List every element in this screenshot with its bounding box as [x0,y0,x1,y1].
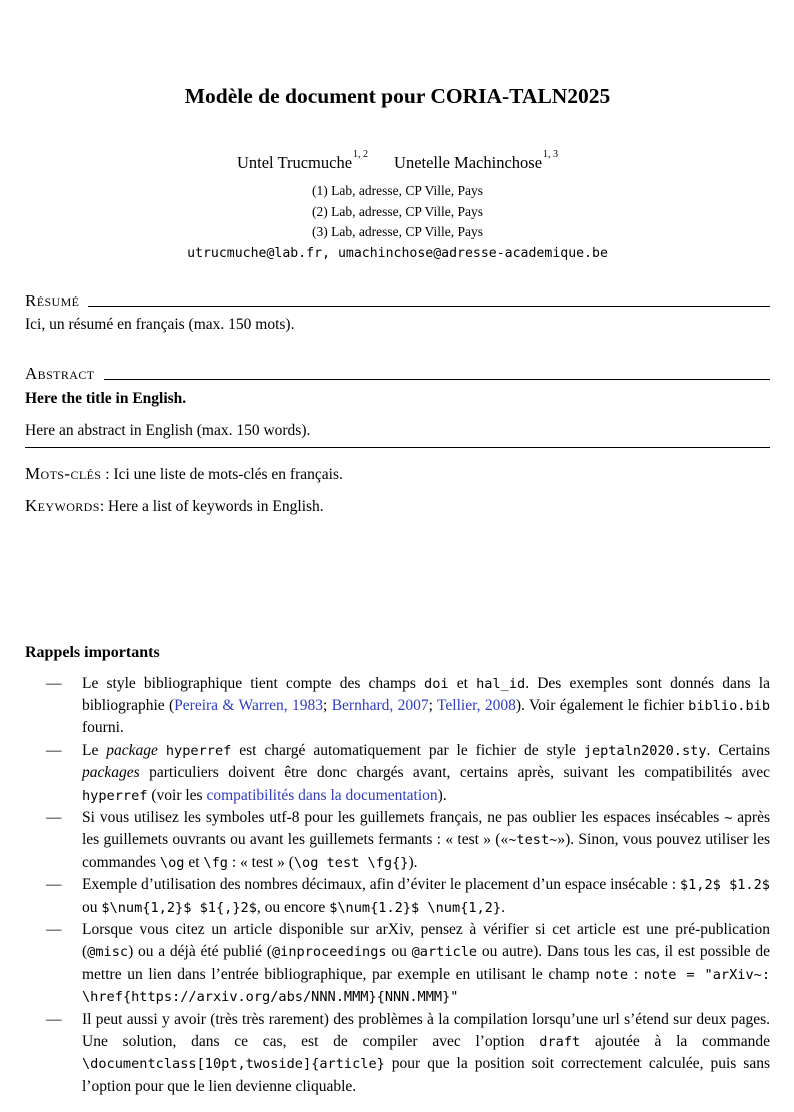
code-text: \documentclass[10pt,twoside]{article} [82,1056,385,1073]
body-text: ou autre). Dans tous les cas, il est possible de mettre un lien dans l’entrée bibliographique, par exemple en utilisant le champ [82,943,771,983]
code-text: hyperref [165,742,232,759]
body-text: ). Voir également le fichier [515,696,689,714]
resume-rule [88,306,770,307]
abstract-section-header [25,364,770,384]
body-text: . Certains [706,741,770,759]
code-text: \fg [203,854,228,871]
list-item [25,740,770,807]
body-text: Le style bibliographique tient compte des champs [82,674,425,692]
affiliation-line-2: (2) Lab, adresse, CP Ville, Pays [312,203,483,219]
body-text: et [448,674,477,692]
resume-section-header [25,291,770,311]
code-text: \og [159,854,185,871]
code-text: $\num{1.2}$ \num{1,2} [329,899,502,916]
keywords-text: Here a list of keywords in English. [108,497,324,515]
list-item [25,807,770,874]
body-text: Lorsque vous citez un article disponible sur arXiv, pensez à vérifier si cet article est une pré-publication ( [82,920,770,961]
affiliation-line-1: (1) Lab, adresse, CP Ville, Pays [312,183,483,198]
body-text: est chargé automatiquement par le fichier de style [231,741,584,759]
citation-link[interactable]: Tellier, 2008 [437,696,516,714]
list-bullet-dash: — [46,876,62,894]
doc-link[interactable]: compatibilités dans la documentation [206,786,438,804]
code-text: ~test~ [508,832,558,849]
body-text: : [628,965,644,983]
author-emails[interactable]: utrucmuche@lab.fr, umachinchose@adresse-academique.be [187,245,608,261]
abstract-text: Here an abstract in English (max. 150 words). [25,422,770,448]
body-text: ou [82,898,102,916]
affiliation-line-3: (3) Lab, adresse, CP Ville, Pays [312,224,483,239]
list-bullet-dash: — [46,1010,62,1028]
body-text: fourni. [82,719,124,737]
code-text: \og test \fg{} [293,854,409,871]
affiliations-block [25,181,770,243]
motscles-text: Ici une liste de mots-clés en français. [113,465,343,483]
code-text: @inproceedings [271,944,387,961]
code-text: note = "arXiv~: \href{https://arxiv.org/abs/NNN.MMM}{NNN.MMM}" [82,966,771,1006]
abstract-rule [104,379,771,380]
abstract-label: Abstract [25,363,95,383]
list-bullet-dash: — [46,808,62,826]
emphasis-text: package [106,741,158,759]
body-text: ; [428,696,438,714]
body-text: ajoutée à la commande [580,1033,770,1050]
list-bullet-dash: — [46,741,62,759]
list-item [25,673,770,740]
motscles-label: Mots-clés [25,463,102,483]
author-2-affiliation-sup: 1, 3 [543,149,559,160]
keywords-separator: : [99,497,108,515]
body-text: Exemple d’utilisation des nombres décimaux, afin d’éviter le placement d’un espace insécable : [82,876,680,894]
body-text: ). [437,786,447,804]
code-text: note [595,966,629,983]
resume-text: Ici, un résumé en français (max. 150 mots). [25,315,295,333]
code-text: doi [424,675,449,692]
body-text: , ou encore [256,898,330,916]
body-text: Si vous utilisez les symboles utf-8 pour les guillemets français, ne pas oublier les espaces insécables [82,808,725,826]
citation-link[interactable]: Pereira & Warren, 1983 [174,696,324,714]
keywords-label: Keywords [25,495,100,515]
body-text: (voir les [147,786,207,804]
list-bullet-dash: — [46,674,62,692]
code-text: @misc [87,944,129,961]
code-text: $\num{1,2}$ $1{,}2$ [101,899,257,916]
code-text: draft [539,1034,581,1050]
author-2-name: Unetelle Machinchose [394,153,543,172]
body-text: ) ou a déjà été publié ( [128,943,272,961]
body-text: Il peut aussi y avoir (très très rarement) des problèmes à la compilation lorsqu’une url s’étend sur deux pages. Une solution, dans ce cas, est de compiler avec l’option [82,1010,770,1050]
body-text: après les guillemets ouvrants ou avant les guillemets fermants : « test » (« [82,808,770,849]
abstract-english-title: Here the title in English. [25,389,187,407]
body-text [158,742,166,759]
code-text: $1,2$ $1.2$ [679,877,770,894]
list-item [25,919,770,1009]
motscles-line [25,464,770,484]
body-text: Le [82,741,107,759]
authors-line [25,149,770,173]
paper-title: Modèle de document pour CORIA-TALN2025 [184,84,611,108]
body-text: : « test » ( [227,853,294,871]
keywords-line [25,496,770,516]
body-text: . [501,898,505,916]
citation-link[interactable]: Bernhard, 2007 [331,696,429,714]
body-text: pour que la position soit correctement calculée, puis sans l’option pour que le lien devienne cliquable. [82,1055,770,1095]
code-text: biblio.bib [688,697,771,714]
emphasis-text: packages [82,764,140,782]
body-text: ). [408,853,418,871]
motscles-separator: : [101,465,114,483]
code-text: @article [411,944,478,961]
important-notes-list [25,673,770,1099]
section-heading: Rappels importants [25,643,160,661]
code-text: hal_id [476,675,526,692]
body-text: particuliers doivent être donc chargés avant, certains après, suivant les compatibilités avec [139,764,770,782]
body-text: . Des exemples sont donnés dans la bibliographie ( [82,674,770,714]
resume-label: Résumé [25,290,80,310]
body-text: »). Sinon, vous pouvez utiliser les commandes [82,831,770,871]
code-text: jeptaln2020.sty [583,742,707,759]
body-text: ou [386,943,412,961]
list-item [25,874,770,919]
code-text: hyperref [82,787,148,804]
body-text: ; [323,696,332,714]
list-item [25,1009,770,1099]
author-1-name: Untel Trucmuche [236,153,353,172]
list-bullet-dash: — [46,920,62,938]
code-text: ~ [724,809,733,826]
author-1-affiliation-sup: 1, 2 [353,149,369,160]
body-text: et [184,853,204,871]
